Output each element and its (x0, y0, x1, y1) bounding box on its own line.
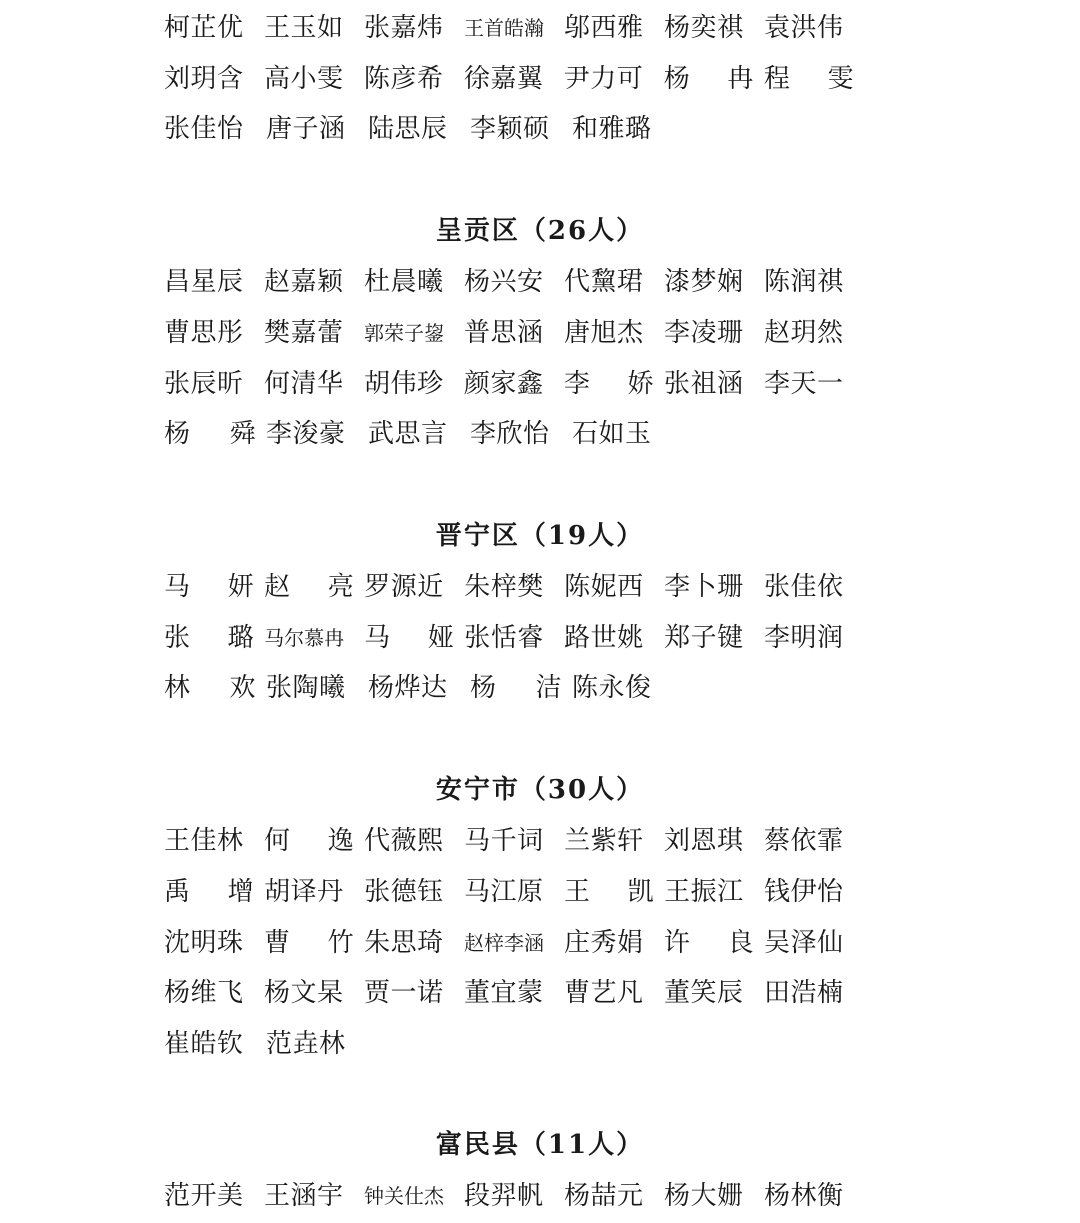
person-name: 曹 竹 (263, 928, 355, 958)
person-name: 刘恩琪 (664, 826, 744, 856)
person-name: 崔皓钦 (164, 1029, 244, 1059)
person-name: 罗源近 (364, 572, 444, 602)
person-name: 石如玉 (572, 419, 652, 449)
person-name: 朱梓樊 (464, 572, 544, 602)
person-name: 尹力可 (563, 64, 644, 94)
person-name: 曹艺凡 (564, 978, 644, 1008)
person-name: 兰紫轩 (564, 826, 644, 856)
person-name: 袁洪伟 (764, 13, 844, 43)
name-row (164, 59, 864, 99)
person-name: 郑子键 (664, 623, 744, 653)
person-name: 陆思辰 (368, 114, 448, 144)
person-name: 李 娇 (563, 369, 655, 399)
person-name: 范垚林 (266, 1029, 346, 1059)
person-name: 段羿帆 (464, 1181, 544, 1211)
person-name: 昌星辰 (164, 267, 244, 297)
person-name: 邬西雅 (564, 13, 644, 43)
person-name: 李天一 (764, 369, 844, 399)
person-name: 杨奕祺 (664, 13, 744, 43)
person-name: 代薇熙 (364, 826, 444, 856)
person-name: 张辰昕 (164, 369, 244, 399)
person-name: 朱思琦 (364, 928, 444, 958)
person-name: 杨兴安 (464, 267, 544, 297)
person-name: 赵 亮 (264, 572, 355, 602)
person-name: 张德钰 (364, 877, 444, 907)
person-name: 沈明珠 (164, 928, 244, 958)
person-name: 樊嘉蕾 (264, 318, 344, 348)
person-name: 董宜蒙 (464, 978, 544, 1008)
person-name: 刘玥含 (164, 64, 244, 94)
name-row (164, 109, 864, 149)
person-name: 马千词 (464, 826, 544, 856)
person-name: 高小雯 (263, 64, 344, 94)
person-name: 张祖涵 (664, 369, 744, 399)
person-name: 徐嘉翼 (463, 64, 544, 94)
person-name: 李卜珊 (664, 572, 744, 602)
person-name: 王首皓瀚 (464, 16, 544, 40)
person-name: 陈永俊 (572, 673, 652, 703)
person-name: 杜晨曦 (364, 267, 444, 297)
name-row (164, 364, 864, 404)
person-name: 张陶曦 (266, 673, 346, 703)
person-name: 何清华 (263, 369, 344, 399)
person-name: 李颖硕 (470, 114, 550, 144)
person-name: 李凌珊 (664, 318, 744, 348)
district-heading: 晋宁区（19人） (435, 521, 645, 551)
person-name: 范开美 (164, 1181, 244, 1211)
person-name: 杨大姗 (664, 1181, 744, 1211)
person-name: 胡伟珍 (363, 369, 444, 399)
person-name: 马江原 (464, 877, 544, 907)
person-name: 马尔慕冉 (264, 626, 345, 650)
person-name: 何 逸 (263, 826, 355, 856)
person-name: 王 凯 (563, 877, 655, 907)
name-row (164, 973, 864, 1013)
name-row (164, 567, 864, 607)
person-name: 武思言 (368, 419, 448, 449)
person-name: 杨 冉 (663, 64, 754, 94)
district-heading: 安宁市（30人） (435, 775, 645, 805)
person-name: 张恬睿 (464, 623, 544, 653)
person-name: 林 欢 (164, 673, 256, 703)
name-row (164, 923, 864, 963)
person-name: 马 妍 (164, 572, 255, 602)
person-name: 曹思彤 (164, 318, 244, 348)
name-row (164, 313, 864, 353)
person-name: 贾一诺 (364, 978, 444, 1008)
person-name: 王振江 (664, 877, 744, 907)
person-name: 田浩楠 (764, 978, 844, 1008)
district-heading: 富民县（11人） (435, 1130, 645, 1160)
person-name: 张嘉炜 (364, 13, 444, 43)
person-name: 杨林衡 (764, 1181, 844, 1211)
name-row (164, 872, 864, 912)
name-row (164, 668, 864, 708)
person-name: 许 良 (663, 928, 755, 958)
person-name: 王玉如 (264, 13, 344, 43)
person-name: 杨文杲 (264, 978, 344, 1008)
person-name: 张佳怡 (164, 114, 244, 144)
person-name: 陈彦希 (363, 64, 444, 94)
name-row (164, 414, 864, 454)
name-row (164, 1176, 864, 1216)
person-name: 和雅璐 (572, 114, 652, 144)
name-row (164, 8, 864, 48)
name-row (164, 1024, 864, 1064)
person-name: 李明润 (764, 623, 844, 653)
name-row (164, 618, 864, 658)
person-name: 路世姚 (564, 623, 644, 653)
person-name: 王涵宇 (264, 1181, 344, 1211)
person-name: 程 雯 (763, 64, 854, 94)
person-name: 柯芷优 (164, 13, 244, 43)
person-name: 普思涵 (464, 318, 544, 348)
person-name: 禹 增 (164, 877, 255, 907)
name-row (164, 262, 864, 302)
person-name: 张 璐 (164, 623, 255, 653)
person-name: 蔡依霏 (764, 826, 844, 856)
person-name: 钟关仕杰 (364, 1184, 444, 1208)
person-name: 李欣怡 (470, 419, 550, 449)
person-name: 张佳依 (764, 572, 844, 602)
person-name: 李浚豪 (266, 419, 346, 449)
person-name: 钱伊怡 (764, 877, 844, 907)
person-name: 吴泽仙 (764, 928, 844, 958)
person-name: 赵嘉颖 (264, 267, 344, 297)
person-name: 陈润祺 (764, 267, 844, 297)
person-name: 杨 洁 (470, 673, 562, 703)
person-name: 代黧珺 (564, 267, 644, 297)
person-name: 漆梦娴 (664, 267, 744, 297)
name-row (164, 821, 864, 861)
person-name: 唐旭杰 (564, 318, 644, 348)
person-name: 陈妮西 (564, 572, 644, 602)
person-name: 赵梓李涵 (464, 931, 545, 955)
person-name: 庄秀娟 (563, 928, 644, 958)
person-name: 赵玥然 (764, 318, 844, 348)
person-name: 颜家鑫 (463, 369, 544, 399)
person-name: 马 娅 (364, 623, 455, 653)
person-name: 胡译丹 (264, 877, 344, 907)
person-name: 董笑辰 (664, 978, 744, 1008)
person-name: 杨喆元 (564, 1181, 644, 1211)
person-name: 郭荣子鋆 (364, 321, 444, 345)
person-name: 杨 舜 (164, 419, 256, 449)
person-name: 杨维飞 (164, 978, 244, 1008)
person-name: 杨烨达 (368, 673, 448, 703)
district-heading: 呈贡区（26人） (435, 216, 645, 246)
person-name: 王佳林 (164, 826, 244, 856)
person-name: 唐子涵 (266, 114, 346, 144)
